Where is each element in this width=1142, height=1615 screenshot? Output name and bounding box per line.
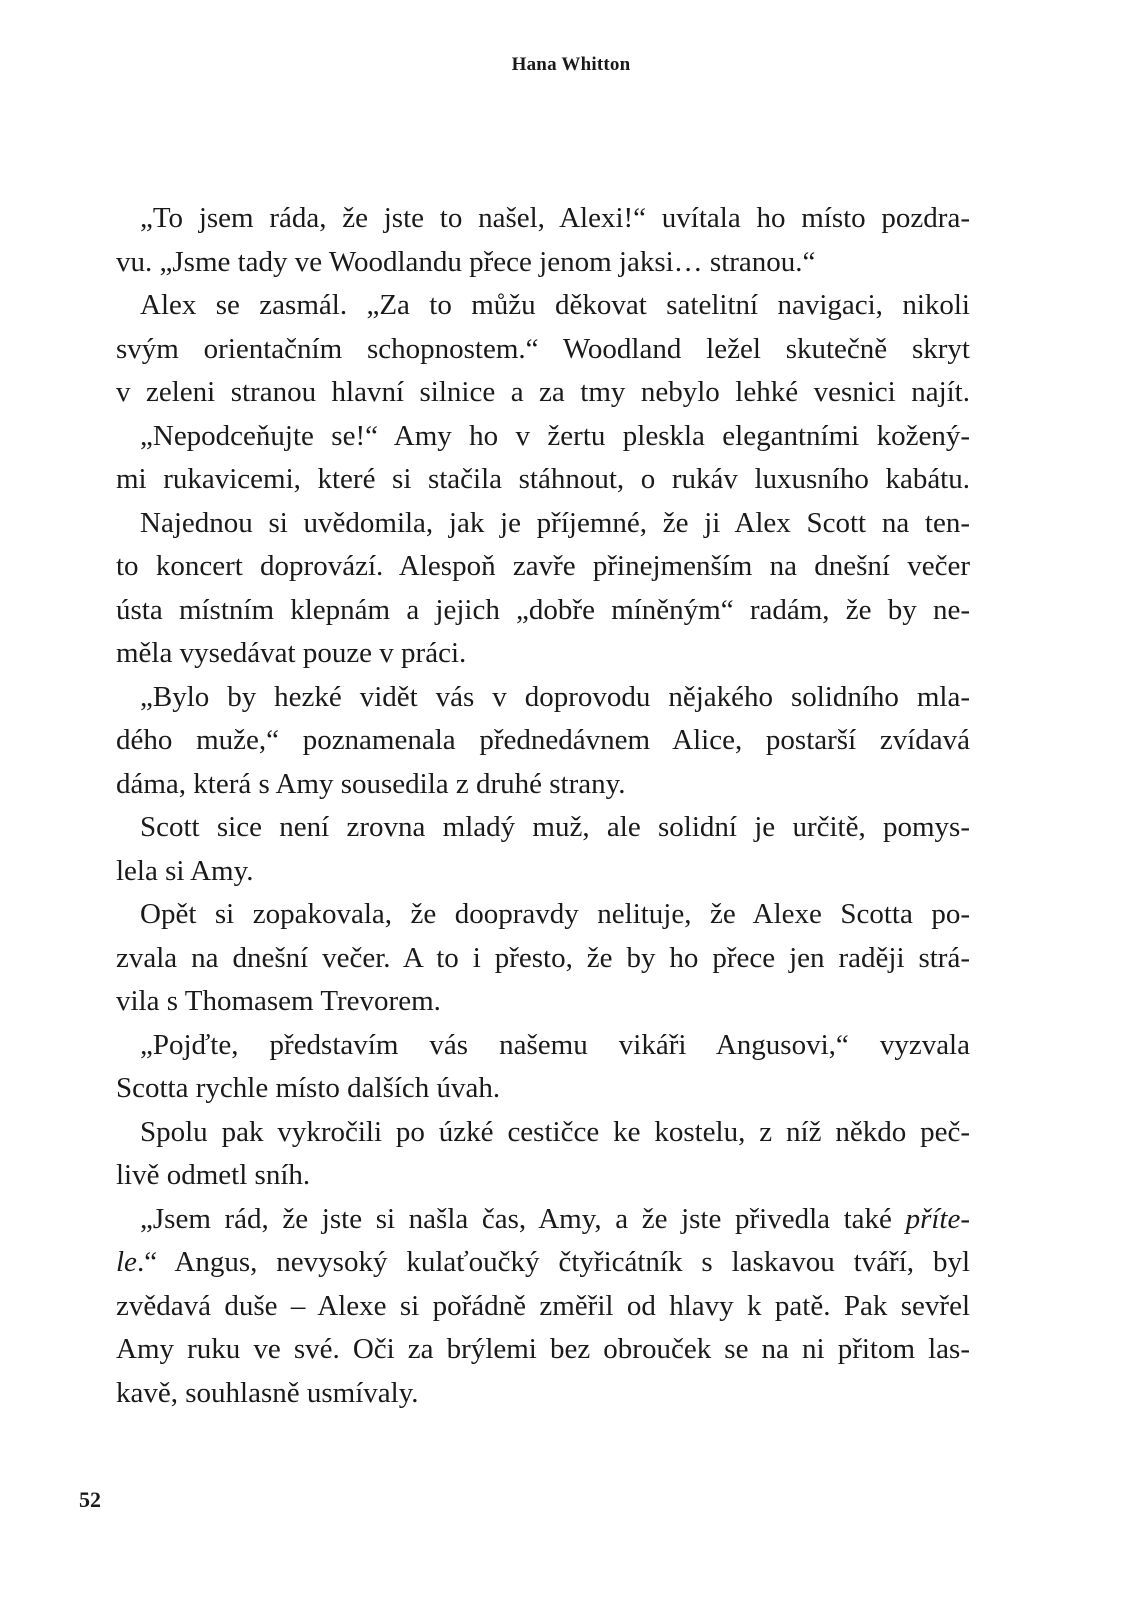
text-line: livě odmetl sníh.: [116, 1159, 311, 1191]
text-line: Amy ruku ve své. Oči za brýlemi bez obrouček se na ni přitom las-: [116, 1333, 970, 1365]
text-line: lela si Amy.: [116, 854, 254, 887]
text-line: „Pojďte, představím vás našemu vikáři Angusovi,“ vyzvala: [140, 1028, 970, 1061]
text-line: Scott sice není zrovna mladý muž, ale solidní je určitě, pomys-: [140, 811, 970, 843]
text-line: „Bylo by hezké vidět vás v doprovodu nějakého solidního mla-: [140, 680, 970, 713]
text-line: ústa místním klepnám a jejich „dobře míněným“ radám, že by ne-: [116, 593, 970, 626]
text-line: Scotta rychle místo dalších úvah.: [116, 1072, 501, 1104]
page-number: 52: [79, 1487, 101, 1512]
text-line: Opět si zopakovala, že doopravdy nelituje, že Alexe Scotta po-: [140, 898, 970, 930]
text-line: vu. „Jsme tady ve Woodlandu přece jenom jaksi… stranou.“: [116, 245, 816, 278]
text-line: vila s Thomasem Trevorem.: [116, 985, 441, 1017]
text-line: dého muže,“ poznamenala přednedávnem Alice, postarší zvídavá: [116, 724, 970, 756]
italic-word: le: [116, 1246, 137, 1278]
text-line: Spolu pak vykročili po úzké cestičce ke kostelu, z níž někdo peč-: [140, 1115, 970, 1148]
text-span: „Jsem rád, že jste si našla čas, Amy, a že jste přivedla také: [140, 1202, 906, 1235]
text-line: dáma, která s Amy sousedila z druhé strany.: [116, 767, 626, 800]
text-line: [116, 1241, 970, 1285]
text-line: svým orientačním schopnostem.“ Woodland ležel skutečně skryt: [116, 332, 970, 365]
text-line: zvala na dnešní večer. A to i přesto, že by ho přece jen raději strá-: [116, 941, 970, 974]
text-line: měla vysedávat pouze v práci.: [116, 637, 467, 669]
text-line: zvědavá duše – Alexe si pořádně změřil od hlavy k patě. Pak sevřel: [116, 1289, 970, 1322]
text-line: „To jsem ráda, že jste to našel, Alexi!“ uvítala ho místo pozdra-: [140, 202, 970, 234]
text-line: Alex se zasmál. „Za to můžu děkovat satelitní navigaci, nikoli: [140, 289, 970, 321]
italic-word: příte-: [905, 1202, 970, 1235]
text-span: .“ Angus, nevysoký kulaťoučký čtyřicátník s laskavou tváří, byl: [136, 1246, 970, 1278]
body-text: [116, 197, 970, 1415]
text-line: v zeleni stranou hlavní silnice a za tmy nebylo lehké vesnici najít.: [116, 376, 970, 408]
running-head-author: Hana Whitton: [511, 54, 631, 75]
text-line: „Nepodceňujte se!“ Amy ho v žertu pleskla elegantními kožený-: [140, 419, 970, 452]
text-line: Najednou si uvědomila, jak je příjemné, že ji Alex Scott na ten-: [140, 506, 970, 539]
text-line: to koncert doprovází. Alespoň zavře přinejmenším na dnešní večer: [116, 550, 970, 582]
text-line: [116, 1198, 970, 1242]
text-line: kavě, souhlasně usmívaly.: [116, 1376, 419, 1409]
text-line: mi rukavicemi, které si stačila stáhnout, o rukáv luxusního kabátu.: [116, 463, 970, 495]
